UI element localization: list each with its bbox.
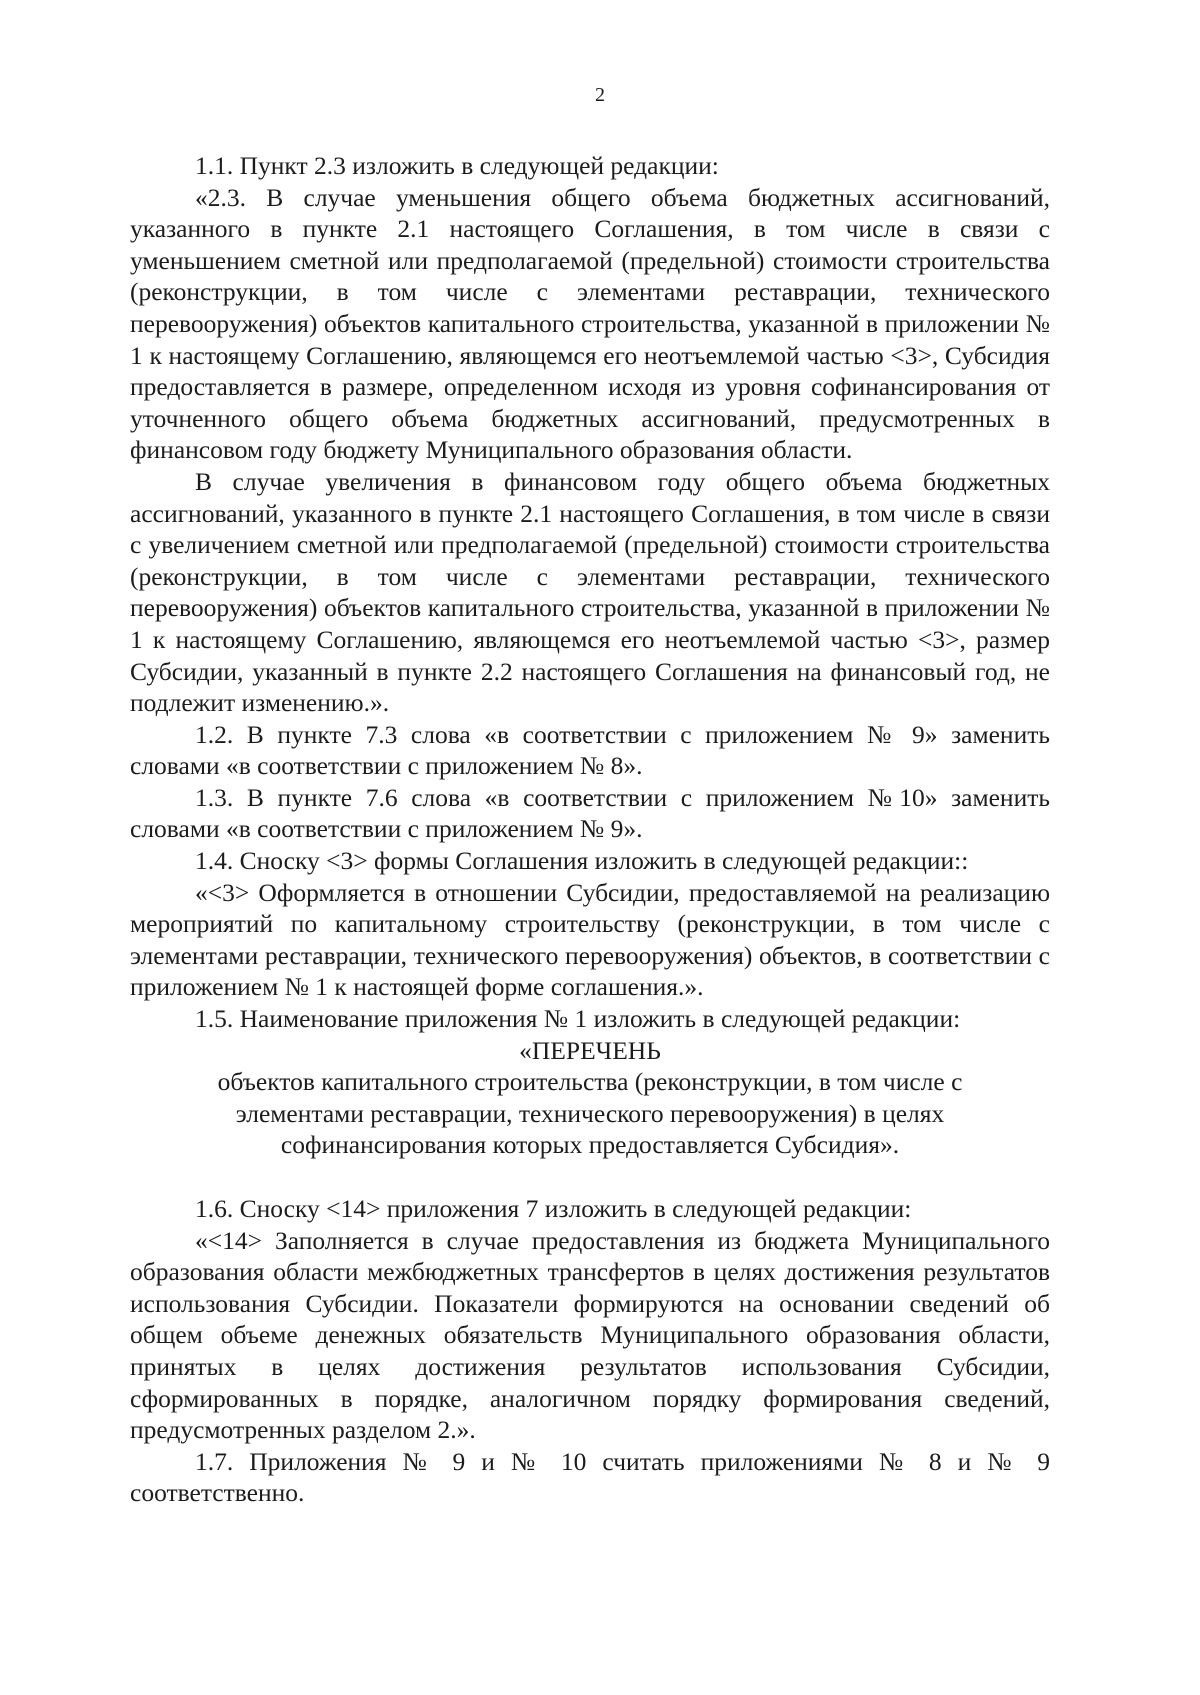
paragraph-1-5: 1.5. Наименование приложения № 1 изложить в следующей редакции: — [195, 1004, 961, 1034]
paragraph-increase-case: В случае увеличения в финансовом году общего объема бюджетных ассигнований, указанного в пункте 2.1 настоящего Соглашения, в том числе в связи с увеличением сметной или предполагаемой (предельной) стоимости строительства (реконструкции, в том числе с элементами реставрации, технического перевооружения) объектов капитального строительства, указанной в приложении № 1 к настоящему Соглашению, являющемся его неотъемлемой частью <3>, размер Субсидии, указанный в пункте 2.2 настоящего Соглашения на финансовый год, не подлежит изменению.». — [130, 466, 1050, 718]
paragraph-1-1: 1.1. Пункт 2.3 изложить в следующей редакции: — [195, 151, 719, 180]
list-title: «ПЕРЕЧЕНЬ — [519, 1035, 661, 1065]
paragraph-footnote-3: «<3> Оформляется в отношении Субсидии, предоставляемой на реализацию мероприятий по капитальному строительству (реконструкции, в том числе с элементами реставрации, технического перевооружения) объектов, в соответствии с приложением № 1 к настоящей форме соглашения.». — [130, 877, 1050, 1002]
paragraph-1-7: 1.7. Приложения № 9 и № 10 считать приложениями № 8 и № 9 соответственно. — [130, 1446, 1050, 1508]
paragraph-1-6: 1.6. Сноску <14> приложения 7 изложить в следующей редакции: — [195, 1194, 912, 1223]
page-number: 2 — [595, 84, 605, 106]
paragraph-1-4: 1.4. Сноску <3> формы Соглашения изложить в следующей редакции:: — [195, 846, 969, 876]
paragraph-1-2: 1.2. В пункте 7.3 слова «в соответствии с приложением № 9» заменить словами «в соответствии с приложением № 8». — [130, 719, 1050, 781]
paragraph-footnote-14: «<14> Заполняется в случае предоставления из бюджета Муниципального образования области межбюджетных трансфертов в целях достижения результатов использования Субсидии. Показатели формируются на основании сведений об общем объеме денежных обязательств Муниципального образования области, принятых в целях достижения результатов использования Субсидии, сформированных в порядке, аналогичном порядку формирования сведений, предусмотренных разделом 2.». — [130, 1225, 1050, 1445]
paragraph-1-3: 1.3. В пункте 7.6 слова «в соответствии с приложением №10» заменить словами «в соответствии с приложением № 9». — [130, 782, 1050, 844]
document-body — [130, 150, 1050, 1509]
paragraph-2-3-text: «2.3. В случае уменьшения общего объема бюджетных ассигнований, указанного в пункте 2.1 настоящего Соглашения, в том числе в связи с уменьшением сметной или предполагаемой (предельной) стоимости строительства (реконструкции, в том числе с элементами реставрации, технического перевооружения) объектов капитального строительства, указанной в приложении № 1 к настоящему Соглашению, являющемся его неотъемлемой частью <3>, Субсидия предоставляется в размере, определенном исходя из уровня софинансирования от уточненного общего объема бюджетных ассигнований, предусмотренных в финансовом году бюджету Муниципального образования области. — [130, 182, 1050, 465]
list-title-body: объектов капитального строительства (реконструкции, в том числе с элементами реставрации, технического перевооружения) в целях софинансирования которых предоставляется Субсидия». — [217, 1067, 963, 1160]
